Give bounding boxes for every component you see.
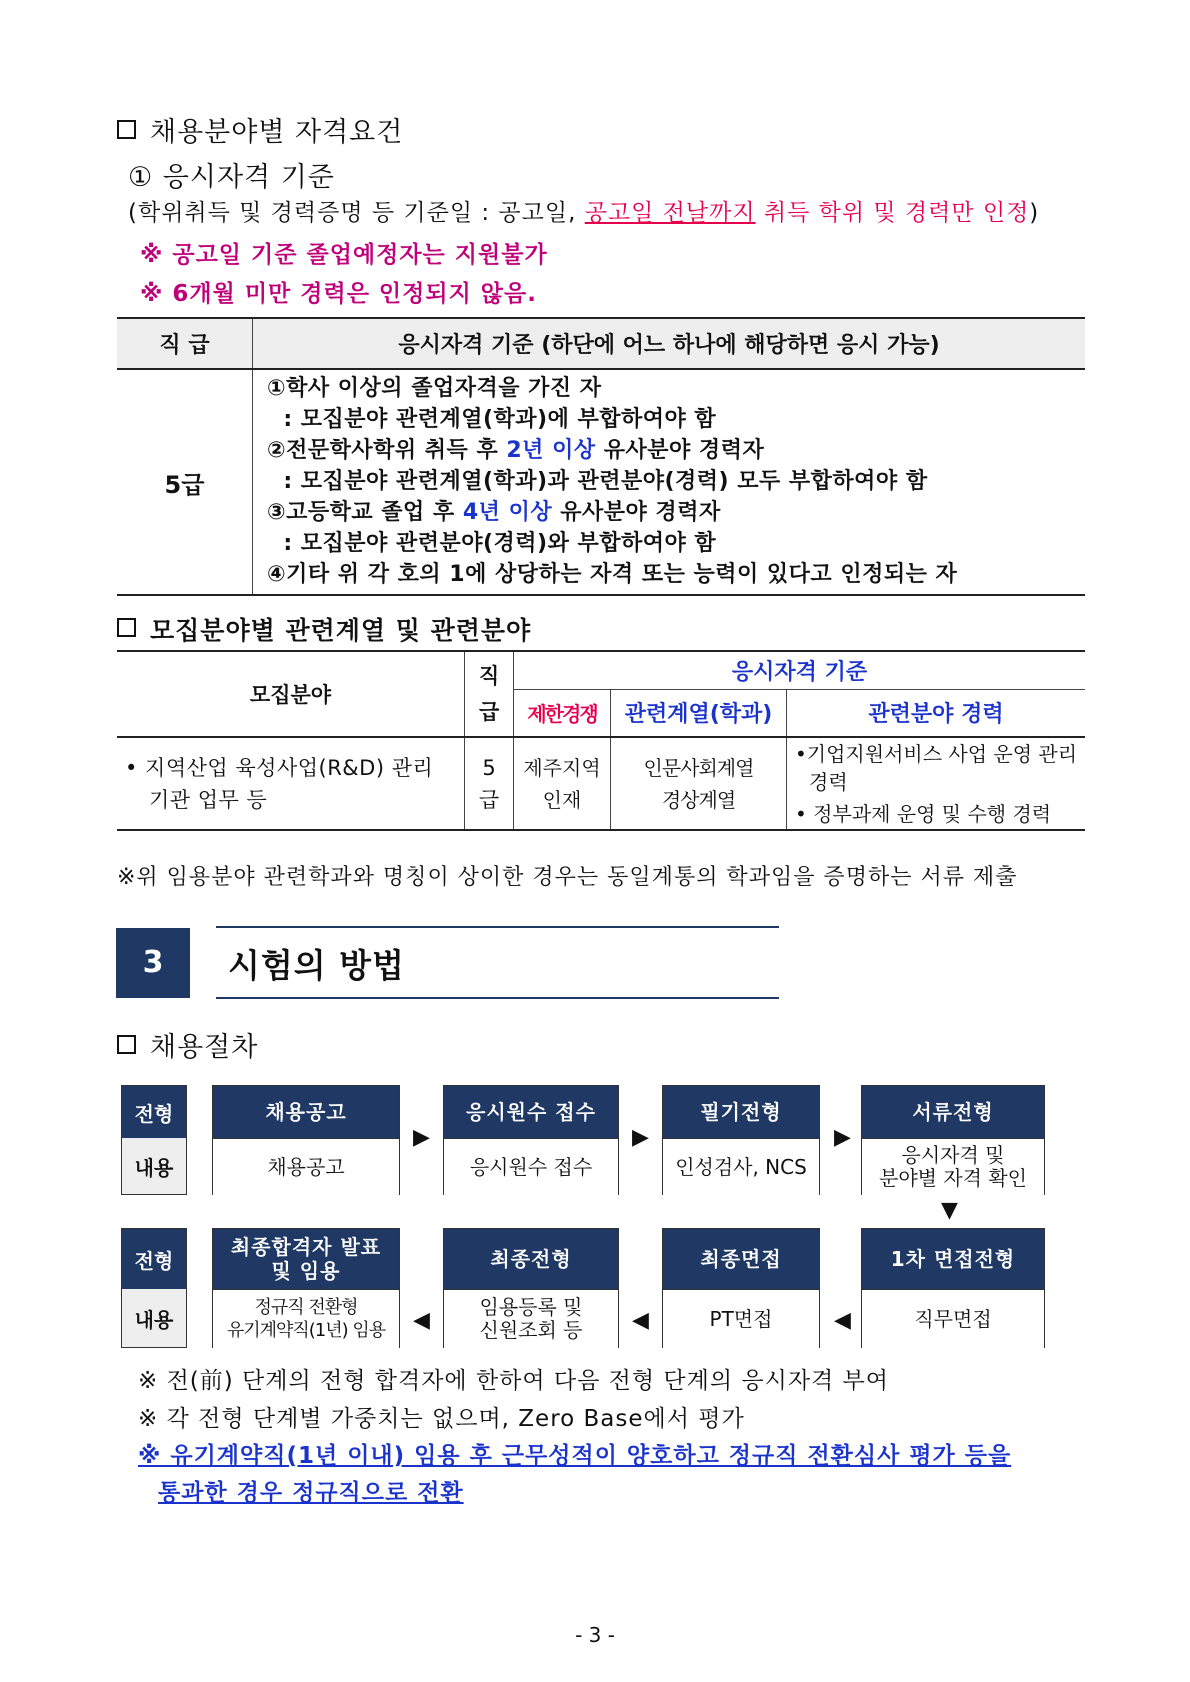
page-number: - 3 -	[575, 1623, 615, 1647]
label-stage: 전형	[122, 1229, 186, 1289]
sub-heading-procedure: 채용절차	[117, 1025, 258, 1064]
section-heading-qualifications: 채용분야별 자격요건	[117, 110, 403, 149]
table-header-row	[117, 318, 1085, 369]
section-number: 3	[116, 928, 190, 998]
flow-label-box	[121, 1228, 187, 1348]
flow-label-box	[121, 1085, 187, 1195]
header-grade: 직급	[465, 651, 514, 737]
note-conversion-1: ※ 유기계약직(1년 이내) 임용 후 근무성적이 양호하고 정규직 전환심사 평가 등을	[138, 1443, 1012, 1469]
criteria-line: ③고등학교 졸업 후 4년 이상 유사분야 경력자	[267, 500, 721, 525]
table-header-row	[117, 651, 1085, 689]
table-row	[117, 737, 1085, 830]
label-content: 내용	[122, 1289, 186, 1347]
arrow-down-icon: ▼	[941, 1198, 958, 1223]
section-heading-fields: 모집분야별 관련계열 및 관련분야	[117, 611, 531, 647]
checkbox-square-icon	[117, 618, 136, 637]
note-weight: ※ 각 전형 단계별 가중치는 없으며, Zero Base에서 평가	[138, 1406, 745, 1432]
table-row	[117, 369, 1085, 595]
criteria-line: : 모집분야 관련분야(경력)와 부합하여야 함	[267, 531, 717, 556]
section-title: 시험의 방법	[228, 946, 405, 985]
criteria-cell	[253, 369, 1086, 595]
label-content: 내용	[122, 1138, 186, 1194]
criteria-line: : 모집분야 관련계열(학과)에 부합하여야 함	[267, 407, 717, 432]
field-cell: • 지역산업 육성사업(R&D) 관리 기관 업무 등	[117, 737, 465, 830]
arrow-left-icon: ◀	[632, 1308, 649, 1333]
criteria-line: ④기타 위 각 호의 1에 상당하는 자격 또는 능력이 있다고 인정되는 자	[267, 562, 958, 587]
flow-step-application: 응시원수 접수 응시원수 접수	[443, 1085, 619, 1195]
qualification-table	[117, 317, 1085, 596]
field-table	[117, 650, 1085, 831]
note-qualification: ※ 전(前) 단계의 전형 합격자에 한하여 다음 전형 단계의 응시자격 부여	[138, 1368, 889, 1394]
sub-heading-criteria: ① 응시자격 기준	[128, 162, 335, 193]
major-cell: 인문사회계열 경상계열	[611, 737, 787, 830]
basis-line: (학위취득 및 경력증명 등 기준일 : 공고일, 공고일 전날까지 취득 학위 및 경력만 인정)	[128, 200, 1040, 226]
limited-cell: 제주지역 인재	[514, 737, 611, 830]
arrow-left-icon: ◀	[413, 1308, 430, 1333]
header-criteria: 응시자격 기준 (하단에 어느 하나에 해당하면 응시 가능)	[253, 318, 1086, 369]
footnote: ※위 임용분야 관련학과와 명칭이 상이한 경우는 동일계통의 학과임을 증명하는 서류 제출	[117, 865, 1018, 890]
arrow-left-icon: ◀	[834, 1308, 851, 1333]
career-cell: •기업지원서비스 사업 운영 관리 경력 • 정부과제 운영 및 수행 경력	[787, 737, 1086, 830]
note-conversion-2: 통과한 경우 정규직으로 전환	[158, 1480, 464, 1506]
label-stage: 전형	[122, 1086, 186, 1138]
checkbox-square-icon	[117, 120, 136, 139]
grade-cell: 5 급	[465, 737, 514, 830]
note-career: ※ 6개월 미만 경력은 인정되지 않음.	[140, 281, 537, 307]
section-line-top	[216, 926, 779, 928]
flow-step-final-announcement: 최종합격자 발표 및 임용 정규직 전환형 유기계약직(1년) 임용	[212, 1228, 400, 1348]
grade-cell: 5급	[117, 369, 253, 595]
arrow-right-icon: ▶	[632, 1125, 649, 1150]
header-field: 모집분야	[117, 651, 465, 737]
header-career: 관련분야 경력	[787, 689, 1086, 737]
header-criteria: 응시자격 기준	[514, 651, 1086, 689]
arrow-right-icon: ▶	[834, 1125, 851, 1150]
note-graduates: ※ 공고일 기준 졸업예정자는 지원불가	[140, 242, 548, 268]
criteria-line: ①학사 이상의 졸업자격을 가진 자	[267, 376, 602, 401]
flow-step-written: 필기전형 인성검사, NCS	[662, 1085, 820, 1195]
arrow-right-icon: ▶	[413, 1125, 430, 1150]
checkbox-square-icon	[117, 1035, 136, 1054]
flow-step-final-stage: 최종전형 임용등록 및 신원조회 등	[443, 1228, 619, 1348]
flow-step-announcement: 채용공고 채용공고	[212, 1085, 400, 1195]
criteria-line: : 모집분야 관련계열(학과)과 관련분야(경력) 모두 부합하여야 함	[267, 469, 928, 494]
header-major: 관련계열(학과)	[611, 689, 787, 737]
section-line-bottom	[216, 997, 779, 999]
header-limited: 제한경쟁	[514, 689, 611, 737]
flow-step-first-interview: 1차 면접전형 직무면접	[861, 1228, 1045, 1348]
header-grade: 직 급	[117, 318, 253, 369]
flow-step-document: 서류전형 응시자격 및 분야별 자격 확인	[861, 1085, 1045, 1195]
criteria-line: ②전문학사학위 취득 후 2년 이상 유사분야 경력자	[267, 438, 765, 463]
flow-step-final-interview: 최종면접 PT면접	[662, 1228, 820, 1348]
